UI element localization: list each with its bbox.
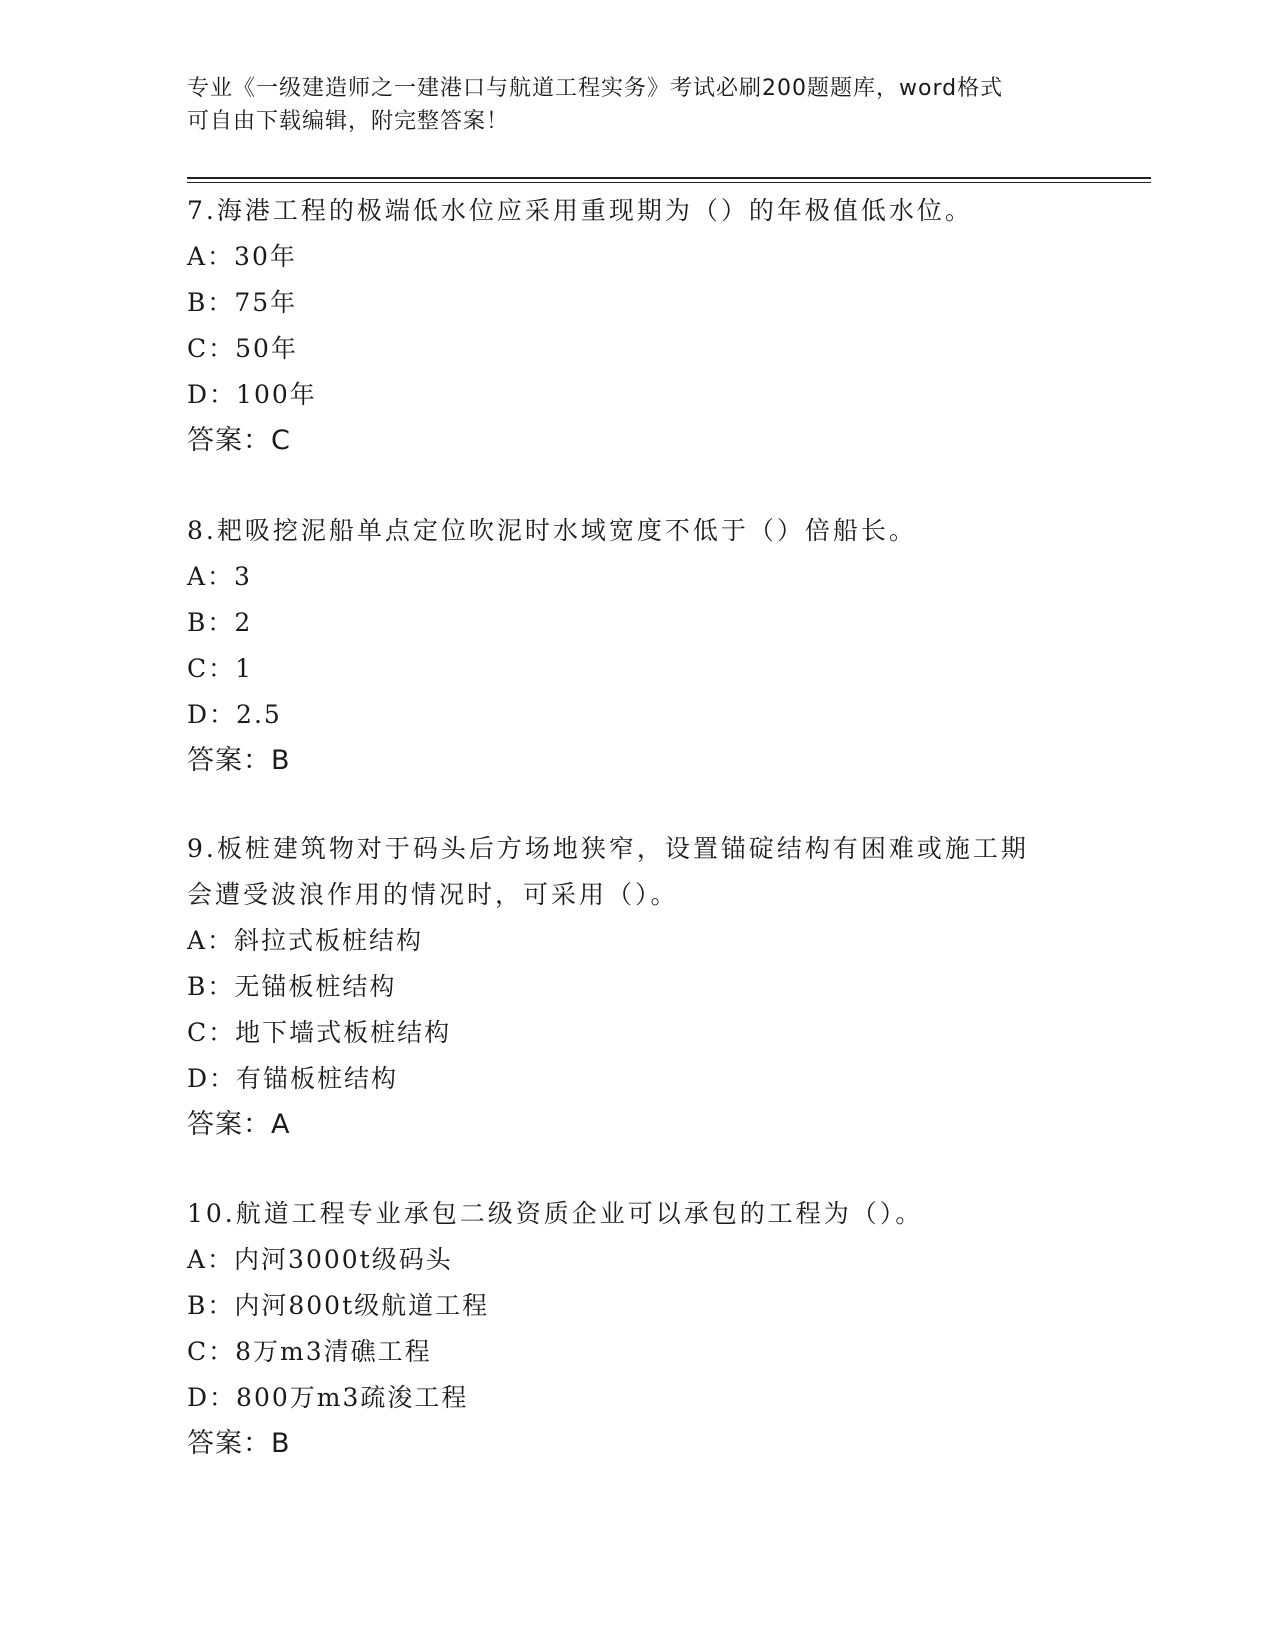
question-block	[187, 826, 1087, 1148]
option-d: D：有锚板桩结构	[187, 1064, 399, 1093]
option-a: A：内河3000t级码头	[187, 1245, 453, 1274]
option-b: B：2	[187, 608, 253, 637]
question-stem: 8.耙吸挖泥船单点定位吹泥时水域宽度不低于（）倍船长。	[187, 516, 917, 545]
option-a: A：30年	[187, 242, 297, 271]
option-c: C：50年	[187, 334, 298, 363]
option-d: D：800万m3疏浚工程	[187, 1383, 469, 1412]
option-d: D：100年	[187, 380, 317, 409]
answer-line: 答案：C	[187, 425, 291, 456]
option-c: C：8万m3清礁工程	[187, 1337, 432, 1366]
document-header	[187, 72, 1087, 138]
question-stem: 7.海港工程的极端低水位应采用重现期为（）的年极值低水位。	[187, 196, 973, 225]
question-block	[187, 508, 1087, 784]
option-d: D：2.5	[187, 700, 282, 729]
option-b: B：无锚板桩结构	[187, 972, 397, 1001]
header-divider-thick	[187, 177, 1151, 179]
question-block	[187, 188, 1087, 464]
option-b: B：内河800t级航道工程	[187, 1291, 490, 1320]
answer-line: 答案：B	[187, 1428, 291, 1459]
question-stem-line-2: 会遭受波浪作用的情况时，可采用（）。	[187, 880, 679, 909]
header-divider-thin	[187, 182, 1151, 183]
answer-line: 答案：B	[187, 745, 291, 776]
option-b: B：75年	[187, 288, 298, 317]
option-a: A：3	[187, 562, 252, 591]
answer-line: 答案：A	[187, 1109, 291, 1140]
option-c: C：地下墙式板桩结构	[187, 1018, 452, 1047]
question-stem: 10.航道工程专业承包二级资质企业可以承包的工程为（）。	[187, 1199, 924, 1228]
option-a: A：斜拉式板桩结构	[187, 926, 424, 955]
header-line-2: 可自由下载编辑，附完整答案！	[187, 109, 510, 134]
header-line-1: 专业《一级建造师之一建港口与航道工程实务》考试必刷200题题库，word格式	[187, 76, 1004, 101]
question-block	[187, 1191, 1087, 1467]
question-stem-line-1: 9.板桩建筑物对于码头后方场地狭窄，设置锚碇结构有困难或施工期	[187, 834, 1029, 863]
option-c: C：1	[187, 654, 254, 683]
